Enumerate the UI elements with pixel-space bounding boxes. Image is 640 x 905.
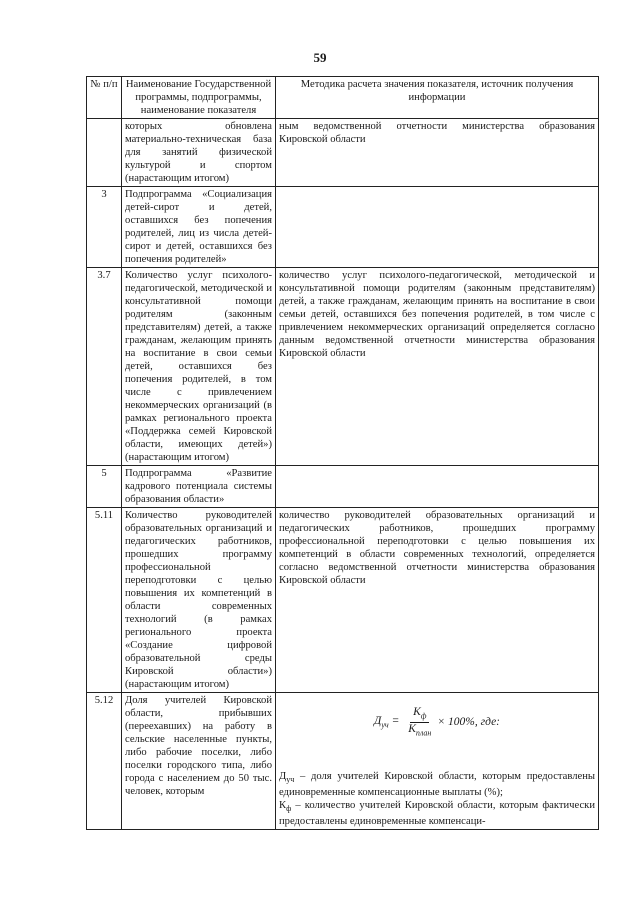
row-method — [276, 466, 599, 508]
row-name: Доля учителей Кировской области, прибывших (переехавших) на работу в сельские населенные пункты, либо рабочие поселки, либо поселки городского типа, либо города с населением до 50 тыс. человек, которым — [122, 693, 276, 830]
row-number: 5.12 — [87, 693, 122, 830]
header-number: № п/п — [87, 77, 122, 119]
row-method — [276, 693, 599, 830]
indicator-table — [86, 76, 599, 830]
row-method: количество руководителей образовательных организаций и педагогических работников, прошедших программу профессиональной переподготовки с целью повышения их компетенций в области современных технологий, определяется согласно ведомственной отчетности министерства образования Кировской области — [276, 508, 599, 693]
definition-kf: $К_ф$ – количество учителей Кировской области, которым фактически предоставлены единовременные компенсаци- — [279, 799, 595, 827]
row-number — [87, 119, 122, 187]
formula — [279, 706, 595, 740]
formula-tail: × 100%, где: — [437, 716, 500, 729]
table-row — [87, 693, 599, 830]
row-method — [276, 187, 599, 268]
table-row — [87, 466, 599, 508]
table-row — [87, 508, 599, 693]
formula-fraction: $\frac{К_ф}{К_{план}}$ — [408, 706, 432, 738]
row-method: количество услуг психолого-педагогической, методической и консультативной помощи родителям (законным представителям) детей, а также гражданам, желающим принять на воспитание в свои семьи детей, оставшихся без попечения родителей, в том числе с привлечением некоммерческих организаций определяется согласно данным ведомственной отчетности министерства образования Кировской области — [276, 268, 599, 466]
row-number: 5 — [87, 466, 122, 508]
row-method: ным ведомственной отчетности министерства образования Кировской области — [276, 119, 599, 187]
row-number: 5.11 — [87, 508, 122, 693]
row-name: Подпрограмма «Развитие кадрового потенциала системы образования области» — [122, 466, 276, 508]
row-name: Количество руководителей образовательных организаций и педагогических работников, прошедших программу профессиональной переподготовки с целью повышения их компетенций в области современных технологий (в рамках регионального проекта «Создание цифровой образовательной среды Кировской области») (нарастающим итогом) — [122, 508, 276, 693]
header-name: Наименование Государственной программы, подпрограммы, наименование показателя — [122, 77, 276, 119]
definition-duch: $Д_{уч}$ – доля учителей Кировской области, которым предоставлены единовременные компенсационные выплаты (%); — [279, 770, 595, 798]
row-number: 3 — [87, 187, 122, 268]
header-method: Методика расчета значения показателя, источник получения информации — [276, 77, 599, 119]
row-name: Количество услуг психолого-педагогической, методической и консультативной помощи родителям (законным представителям) детей, а также гражданам, желающим принять на воспитание в свои семьи детей, оставшихся без попечения родителей, в том числе с привлечением некоммерческих организаций (в рамках регионального проекта «Поддержка семей Кировской области, имеющих детей») (нарастающим итогом) — [122, 268, 276, 466]
row-number: 3.7 — [87, 268, 122, 466]
page-number: 59 — [313, 50, 327, 65]
table-row — [87, 268, 599, 466]
table-row — [87, 187, 599, 268]
table-header-row — [87, 77, 599, 119]
formula-lhs: $Д_{уч}$ = — [373, 714, 403, 729]
table-row — [87, 119, 599, 187]
row-name: Подпрограмма «Социализация детей-сирот и детей, оставшихся без попечения родителей, лиц из числа детей-сирот и детей, оставшихся без попечения родителей» — [122, 187, 276, 268]
row-name: которых обновлена материально-техническая база для занятий физической культурой и спортом (нарастающим итогом) — [122, 119, 276, 187]
